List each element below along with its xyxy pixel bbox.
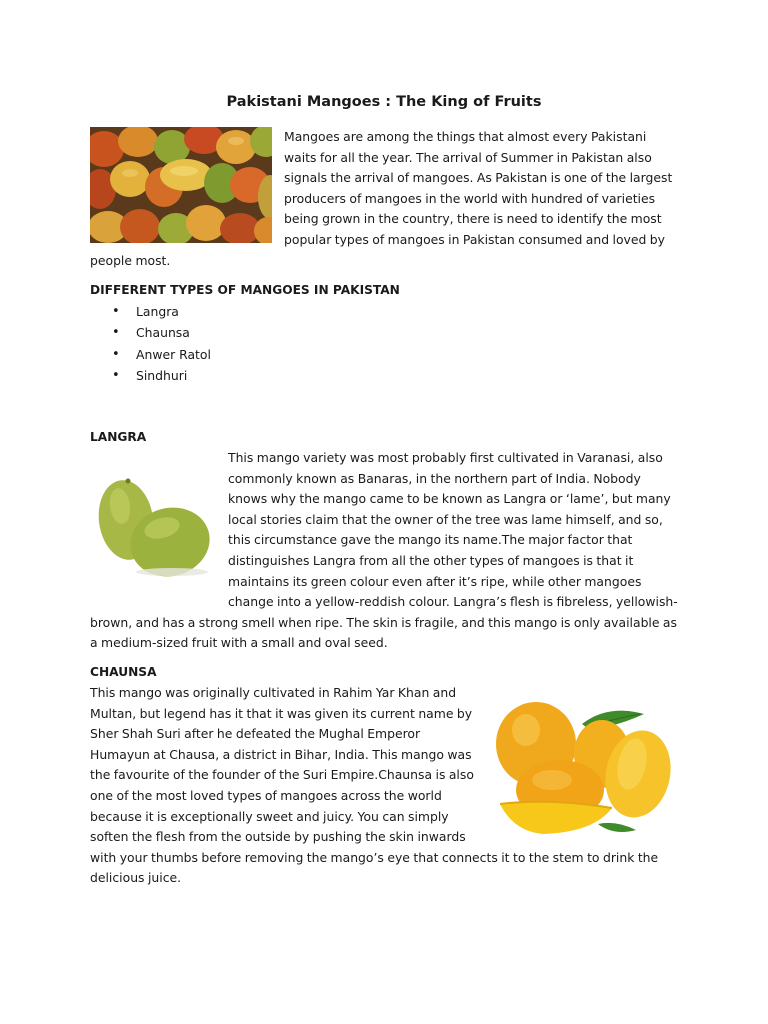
chaunsa-line: one of the most loved types of mangoes across the world [90,787,442,803]
types-heading: DIFFERENT TYPES OF MANGOES IN PAKISTAN [90,283,400,297]
mango-types-list [112,301,211,387]
intro-line: popular types of mangoes in Pakistan consumed and loved by [284,231,666,247]
chaunsa-line: with your thumbs before removing the mango’s eye that connects it to the stem to drink the [90,849,659,865]
list-item [112,301,211,322]
list-item-label: Chaunsa [136,325,190,341]
langra-line: local stories claim that the owner of the tree was lame himself, and so, [228,511,663,527]
intro-line: being grown in the country, there is need to identify the most [284,211,662,227]
chaunsa-line: Humayun at Chausa, a district in Bihar, India. This mango was [90,746,472,762]
bullet-icon: • [112,368,120,384]
intro-line: waits for all the year. The arrival of Summer in Pakistan also [284,149,652,165]
langra-line: maintains its green colour even after it’s ripe, while other mangoes [228,573,642,589]
langra-line: commonly known as Banaras, in the northern part of India. Nobody [228,470,641,486]
chaunsa-line: delicious juice. [90,870,182,886]
bullet-icon: • [112,346,120,362]
intro-paragraph [90,127,690,271]
chaunsa-heading: CHAUNSA [90,665,157,679]
langra-line: change into a yellow-reddish colour. Langra’s flesh is fibreless, yellowish- [228,594,678,610]
chaunsa-line: because it is exceptionally sweet and juicy. You can simply [90,808,449,824]
intro-line: signals the arrival of mangoes. As Pakistan is one of the largest [284,170,673,186]
langra-line: brown, and has a strong smell when ripe. The skin is fragile, and this mango is only available as [90,614,677,630]
chaunsa-line: Multan, but legend has it that it was given its current name by [90,705,473,721]
bullet-icon: • [112,304,120,319]
langra-line: this circumstance gave the mango its name.The major factor that [228,532,633,548]
intro-line: Mangoes are among the things that almost every Pakistani [284,129,647,144]
langra-line: This mango variety was most probably first cultivated in Varanasi, also [228,450,663,465]
list-item-label: Sindhuri [136,368,188,384]
list-item [112,365,211,386]
intro-line: producers of mangoes in the world with hundred of varieties [284,190,656,206]
langra-paragraph [90,448,690,654]
bullet-icon: • [112,325,120,341]
intro-line: people most. [90,252,171,268]
chaunsa-line: This mango was originally cultivated in Rahim Yar Khan and [90,685,457,700]
list-item [112,344,211,365]
langra-line: a medium-sized fruit with a small and oval seed. [90,635,388,651]
list-item-label: Langra [136,304,179,319]
list-item-label: Anwer Ratol [136,346,211,362]
page-title: Pakistani Mangoes : The King of Fruits [226,94,542,110]
chaunsa-line: the favourite of the founder of the Suri Empire.Chaunsa is also [90,767,474,783]
chaunsa-paragraph [90,683,690,889]
langra-line: distinguishes Langra from all the other types of mangoes is that it [228,552,634,568]
chaunsa-line: soften the flesh from the outside by pushing the skin inwards [90,829,466,845]
chaunsa-line: Sher Shah Suri after he defeated the Mughal Emperor [90,726,421,742]
list-item [112,322,211,343]
langra-line: knows why the mango came to be known as Langra or ‘lame’, but many [228,491,671,507]
langra-heading: LANGRA [90,430,147,444]
